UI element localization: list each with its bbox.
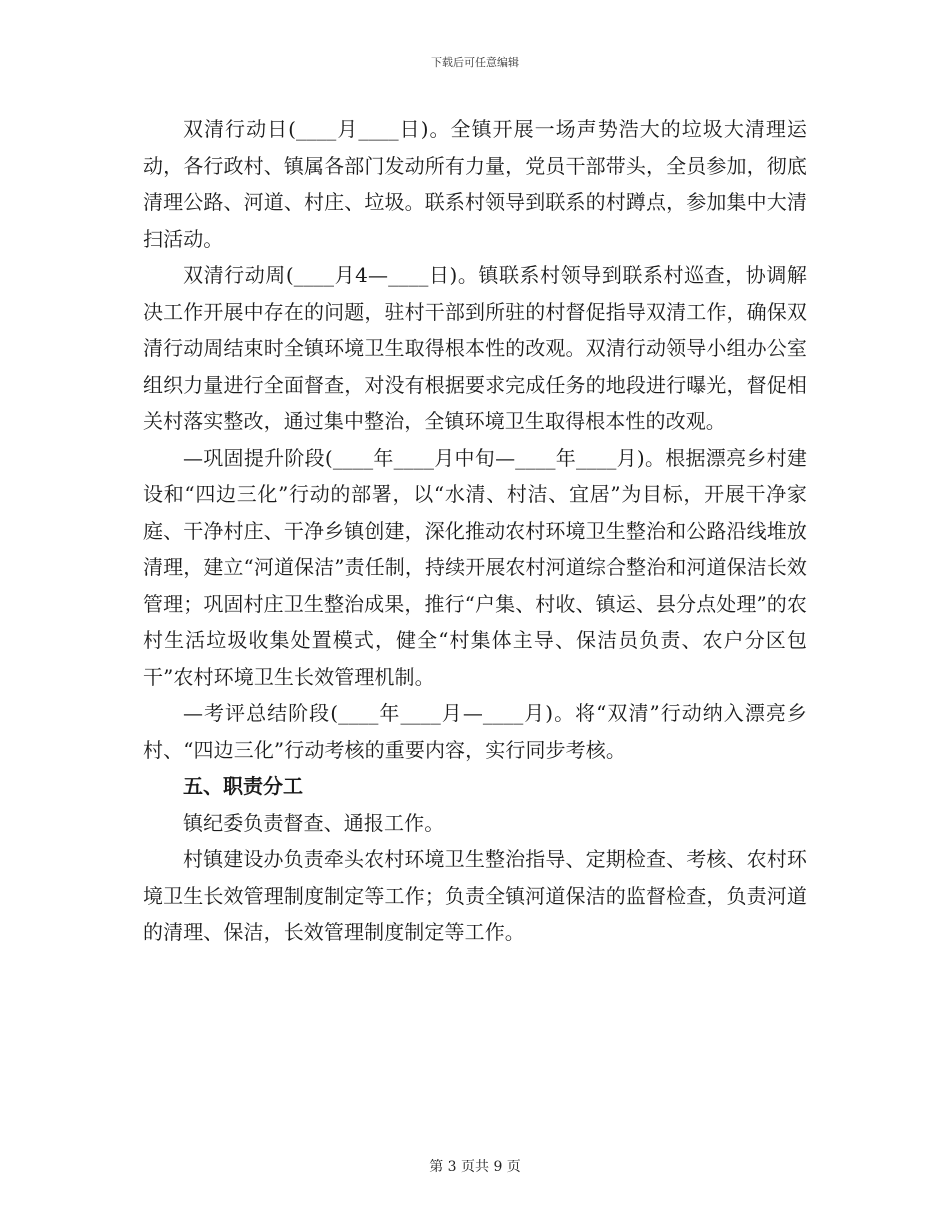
document-body (143, 111, 807, 951)
section-heading: 五、职责分工 (183, 774, 303, 798)
paragraph-evaluation-stage: —考评总结阶段(____年____月—____月)。将“双清”行动纳入漂亮乡村、“四边三化”行动考核的重要内容，实行同步考核。 (143, 701, 807, 762)
paragraph-action-day: 双清行动日(____月____日)。全镇开展一场声势浩大的垃圾大清理运动，各行政村、镇属各部门发动所有力量，党员干部带头，全员参加，彻底清理公路、河道、村庄、垃圾。联系村领导到联系的村蹲点，参加集中大清扫活动。 (143, 117, 807, 251)
paragraph-consolidation-stage: —巩固提升阶段(____年____月中旬—____年____月)。根据漂亮乡村建设和“四边三化”行动的部署，以“水清、村洁、宜居”为目标，开展干净家庭、干净村庄、干净乡镇创建，深化推动农村环境卫生整治和公路沿线堆放清理，建立“河道保洁”责任制，持续开展农村河道综合整治和河道保洁长效管理；巩固村庄卫生整治成果，推行“户集、村收、镇运、县分点处理”的农村生活垃圾收集处置模式，健全“村集体主导、保洁员负责、农户分区包干”农村环境卫生长效管理机制。 (143, 445, 807, 689)
paragraph-discipline-committee: 镇纪委负责督查、通报工作。 (183, 810, 445, 835)
paragraph-action-week: 双清行动周(____月4—____日)。镇联系村领导到联系村巡查，协调解决工作开展中存在的问题，驻村干部到所驻的村督促指导双清工作，确保双清行动周结束时全镇环境卫生取得根本性的改观。双清行动领导小组办公室组织力量进行全面督查，对没有根据要求完成任务的地段进行曝光，督促相关村落实整改，通过集中整治，全镇环境卫生取得根本性的改观。 (143, 263, 807, 433)
page-header: 下载后可任意编辑 (431, 56, 519, 69)
paragraph-construction-office: 村镇建设办负责牵头农村环境卫生整治指导、定期检查、考核、农村环境卫生长效管理制度制定等工作；负责全镇河道保洁的监督检查，负责河道的清理、保洁，长效管理制度制定等工作。 (143, 847, 807, 944)
page-number-footer: 第 3 页共 9 页 (429, 1159, 521, 1175)
